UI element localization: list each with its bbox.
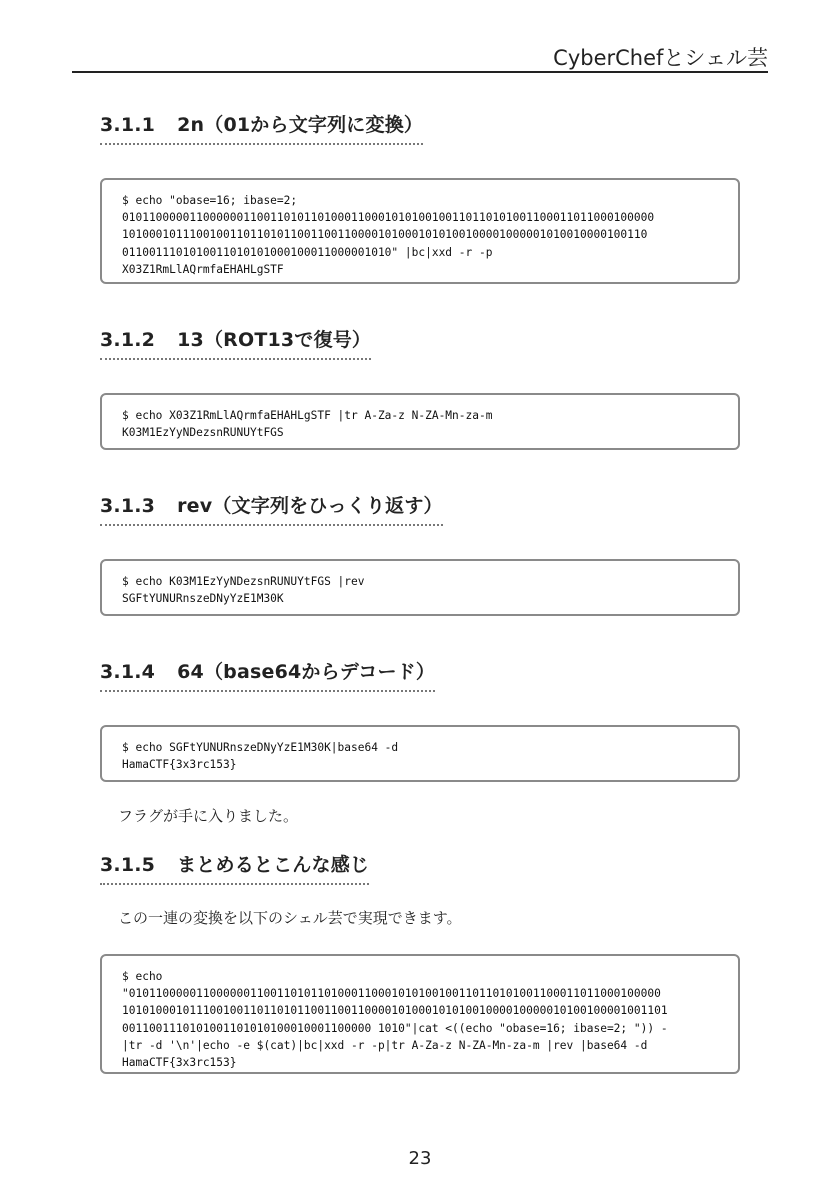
section-title: rev（文字列をひっくり返す）	[177, 495, 443, 517]
heading	[100, 325, 371, 360]
heading	[100, 110, 423, 145]
section-heading-3-1-4	[100, 657, 435, 692]
heading	[100, 850, 369, 885]
header-rule	[72, 71, 768, 73]
body-text-intro: この一連の変換を以下のシェル芸で実現できます。	[118, 909, 462, 927]
code-block-3-1-3: $ echo K03M1EzYyNDezsnRUNUYtFGS |rev SGFtYUNURnszeDNyYzE1M30K	[100, 559, 740, 616]
code-block-3-1-4: $ echo SGFtYUNURnszeDNyYzE1M30K|base64 -d HamaCTF{3x3rc153}	[100, 725, 740, 782]
page-number: 23	[408, 1148, 432, 1169]
code-block-3-1-5: $ echo "0101100000110000001100110101101000110001010100100110110101001100011011000100000 101010001011100100110110101100110011000010100010101001000010000010100100001001101 0011001110101001101010100010001100000 1010"|cat <((echo "obase=16; ibase=2; ")) - |tr -d '\n'|echo -e $(cat)|bc|xxd -r -p|tr A-Za-z N-ZA-Mn-za-m |rev |base64 -d HamaCTF{3x3rc153}	[100, 954, 740, 1074]
section-heading-3-1-2	[100, 325, 371, 360]
section-heading-3-1-3	[100, 491, 443, 526]
section-number: 3.1.5	[100, 854, 156, 876]
heading	[100, 491, 443, 526]
body-text-flag-obtained: フラグが手に入りました。	[118, 807, 299, 825]
heading	[100, 657, 435, 692]
running-header-title: CyberChefとシェル芸	[553, 46, 768, 70]
section-heading-3-1-5	[100, 850, 369, 885]
section-heading-3-1-1	[100, 110, 423, 145]
section-title: まとめるとこんな感じ	[177, 854, 370, 876]
section-title: 64（base64からデコード）	[177, 661, 436, 683]
code-block-3-1-1: $ echo "obase=16; ibase=2; 0101100000110000001100110101101000110001010100100110110101001100011011000100000 101000101110010011011010110011001100001010001010100100001000001010010000100110 0110011101010011010101000100011000001010" |bc|xxd -r -p X03Z1RmLlAQrmfaEHAHLgSTF	[100, 178, 740, 284]
section-number: 3.1.1	[100, 114, 156, 136]
section-number: 3.1.2	[100, 329, 156, 351]
section-title: 2n（01から文字列に変換）	[177, 114, 424, 136]
code-block-3-1-2: $ echo X03Z1RmLlAQrmfaEHAHLgSTF |tr A-Za-z N-ZA-Mn-za-m K03M1EzYyNDezsnRUNUYtFGS	[100, 393, 740, 450]
section-title: 13（ROT13で復号）	[177, 329, 372, 351]
section-number: 3.1.4	[100, 661, 156, 683]
section-number: 3.1.3	[100, 495, 156, 517]
